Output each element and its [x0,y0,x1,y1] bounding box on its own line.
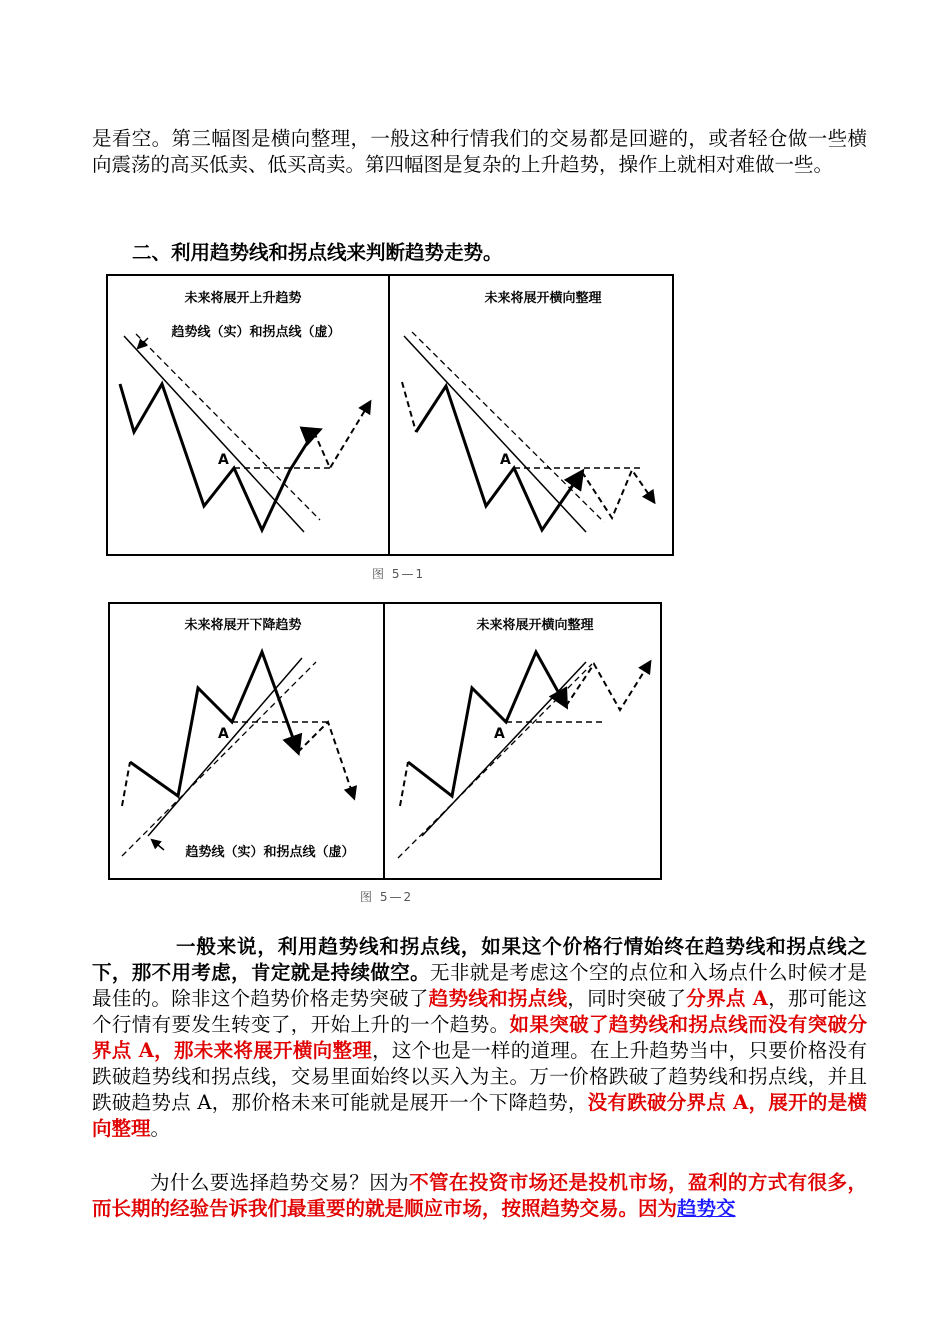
fig1-left-label: 趋势线（实）和拐点线（虚） [171,325,341,340]
fig2-right-point-a: A [494,726,505,742]
figure-5-1 [106,274,674,558]
fig2-left-title: 未来将展开下降趋势 [184,618,302,633]
fig1-right-point-a: A [500,452,511,468]
why-s2: 不管在投资市场还是投机市场，盈利的方式有很多，而长期的经验告诉我们最重要的就是顺应市场，按照趋势交易。因为 [92,1171,867,1220]
analysis-s2: 无非就是考虑这个空的点位和入场点什么时候才是最佳的。除非这个趋势价格走势突破了 [92,961,867,1010]
analysis-s1: 一般来说，利用趋势线和拐点线，如果这个价格行情始终在趋势线和拐点线之下，那不用考虑，肯定就是持续做空。 [92,935,867,984]
figure-5-2 [108,602,664,882]
analysis-s3: 趋势线和拐点线 [428,987,568,1010]
analysis-s9: 没有跌破分界点 A，展开的是横向整理 [92,1091,867,1140]
section-heading: 二、利用趋势线和拐点线来判断趋势走势。 [132,241,503,264]
analysis-paragraph [92,934,867,1142]
analysis-s10: 。 [150,1117,171,1140]
fig2-right-title: 未来将展开横向整理 [476,618,594,633]
fig1-left-title: 未来将展开上升趋势 [184,291,302,306]
analysis-s6: ，那可能这个行情有要发生转变了，开始上升的一个趋势。 [92,987,867,1036]
why-s1: 为什么要选择趋势交易？因为 [150,1171,410,1194]
analysis-s5: 分界点 A [686,987,768,1010]
fig2-caption: 图 5—2 [360,890,414,904]
fig1-right-title: 未来将展开横向整理 [484,291,602,306]
analysis-s8: ，这个也是一样的道理。在上升趋势当中，只要价格没有跌破趋势线和拐点线，交易里面始终以买入为主。万一价格跌破了趋势线和拐点线，并且跌破趋势点 A，那价格未来可能就是展开一个下降趋势， [92,1039,867,1114]
analysis-s4: ，同时突破了 [567,987,687,1010]
fig2-left-label: 趋势线（实）和拐点线（虚） [185,845,355,860]
analysis-s7: 如果突破了趋势线和拐点线而没有突破分界点 A，那未来将展开横向整理 [92,1013,867,1062]
trend-trading-link[interactable]: 趋势交 [677,1197,736,1220]
why-trend-paragraph [92,1170,867,1222]
fig2-left-point-a: A [218,726,229,742]
fig1-left-point-a: A [218,452,229,468]
intro-paragraph [92,126,867,178]
intro-text: 是看空。第三幅图是横向整理，一般这种行情我们的交易都是回避的，或者轻仓做一些横向震荡的高买低卖、低买高卖。第四幅图是复杂的上升趋势，操作上就相对难做一些。 [92,127,867,176]
fig1-caption: 图 5—1 [372,567,426,581]
